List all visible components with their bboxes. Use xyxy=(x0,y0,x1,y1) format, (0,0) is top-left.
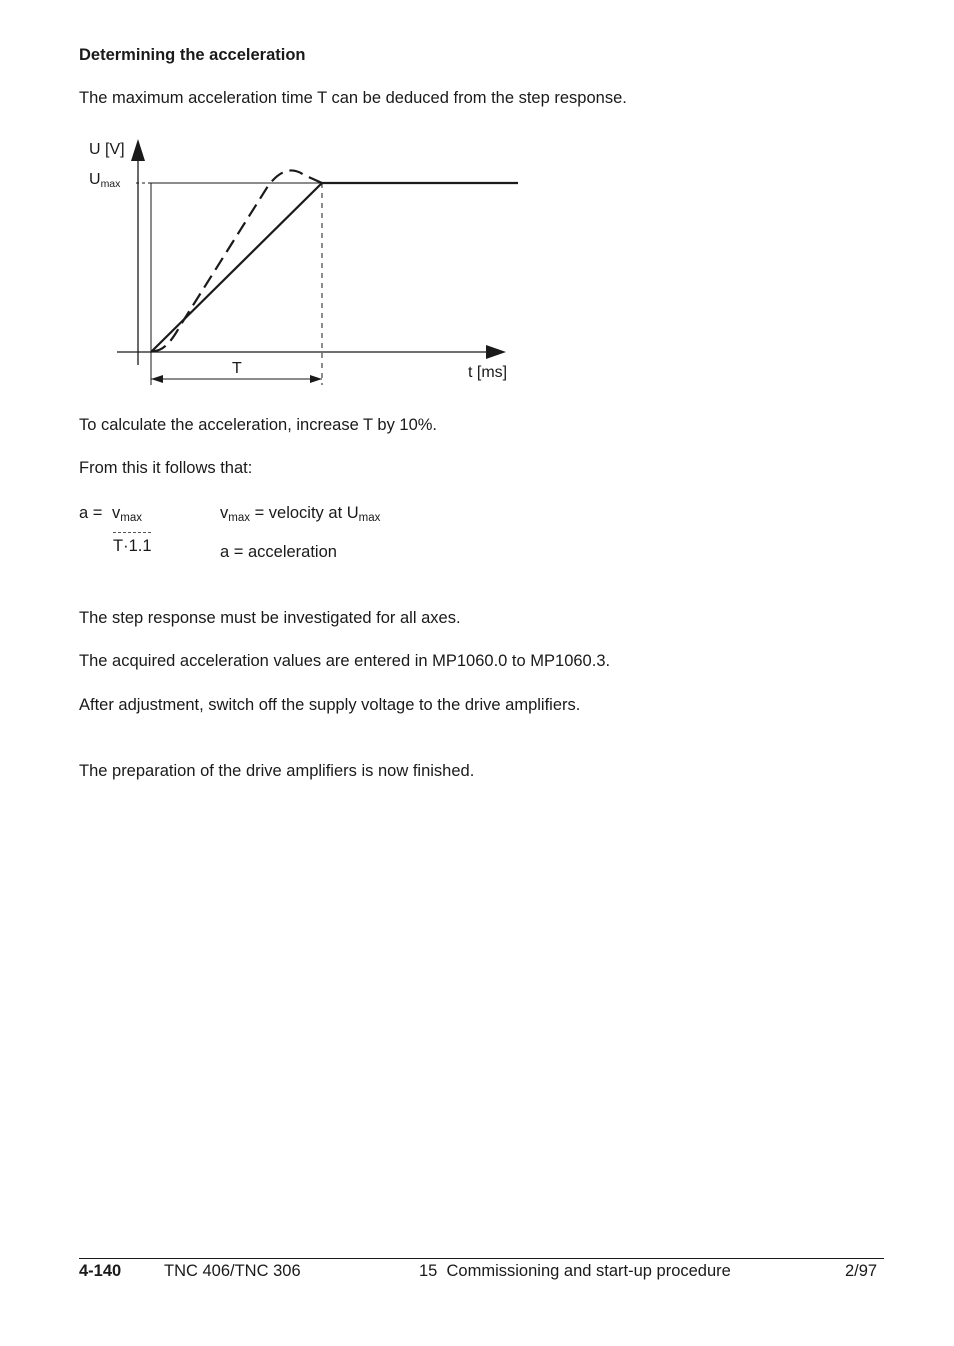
formula-denominator: T·1.1 xyxy=(113,537,152,555)
footer-chapter: 15 Commissioning and start-up procedure xyxy=(419,1262,731,1280)
acceleration-definition: a = acceleration xyxy=(220,543,337,561)
umax-label: $U_{max}$ xyxy=(89,171,121,190)
footer-page-number: 4-140 xyxy=(79,1262,122,1280)
formula-fraction-line xyxy=(113,532,151,533)
footer-product: TNC 406/TNC 306 xyxy=(164,1262,301,1280)
axes-paragraph: The step response must be investigated for all axes. xyxy=(79,609,461,627)
mp-paragraph: The acquired acceleration values are entered in MP1060.0 to MP1060.3. xyxy=(79,652,611,670)
x-axis-label: t [ms] xyxy=(468,364,508,381)
formula-lhs: a = xyxy=(79,504,103,522)
intro-paragraph: The maximum acceleration time T can be deduced from the step response. xyxy=(79,89,627,107)
y-axis-label: U [V] xyxy=(89,141,125,158)
footer-rule xyxy=(79,1258,884,1259)
step-response-diagram xyxy=(0,0,954,400)
t-dimension-arrow-right xyxy=(310,375,322,383)
velocity-definition: $v_{max}$ = velocity at $U_{max}$ xyxy=(220,504,381,524)
t-dimension-arrow-left xyxy=(151,375,163,383)
formula-numerator: $v_{max}$ xyxy=(112,504,142,524)
increase-paragraph: To calculate the acceleration, increase T by 10%. xyxy=(79,416,438,434)
y-axis-arrow xyxy=(131,139,145,161)
follows-paragraph: From this it follows that: xyxy=(79,459,253,477)
footer-date: 2/97 xyxy=(845,1262,878,1280)
finished-paragraph: The preparation of the drive amplifiers is now finished. xyxy=(79,762,475,780)
ideal-ramp-line xyxy=(151,183,518,352)
switch-off-paragraph: After adjustment, switch off the supply voltage to the drive amplifiers. xyxy=(79,696,581,714)
x-axis-arrow xyxy=(486,345,506,359)
t-label: T xyxy=(232,360,242,377)
section-heading: Determining the acceleration xyxy=(79,46,306,64)
